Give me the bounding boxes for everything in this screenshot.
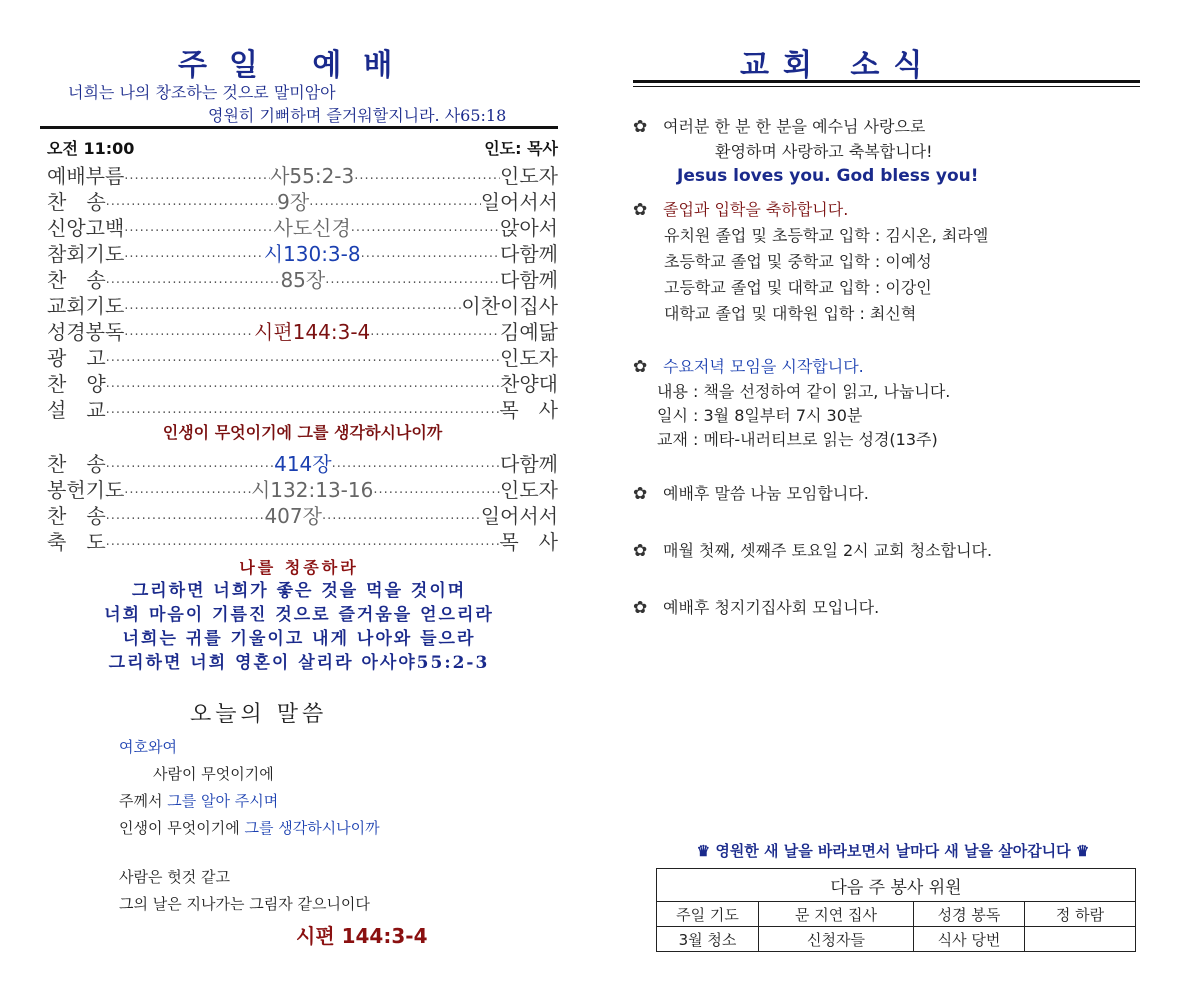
order-item: 설 교 ····· 목 사 <box>47 394 558 420</box>
order-item: 광 고 ····· 인도자 <box>47 342 558 368</box>
service-time: 오전 11:00 <box>47 139 135 158</box>
poem-line: 그리하면 너희 영혼이 살리라 아사야55:2-3 <box>108 653 490 673</box>
motto: ♛ 영원한 새 날을 바라보면서 날마다 새 날을 살아갑니다 ♛ <box>696 842 1090 860</box>
order-item: 찬 송 ····· 85장 ····· 다함께 <box>47 264 558 290</box>
word-line: 인생이 무엇이기에 그를 생각하시나이까 <box>119 819 380 837</box>
news-item: ✿ 여러분 한 분 한 분을 예수님 사랑으로 환영하며 사랑하고 축복합니다! Jesus loves you. God bless you! <box>633 114 1140 188</box>
order-item: 봉헌기도 ····· 시132:13-16 ····· 인도자 <box>47 474 558 500</box>
word-reference: 시편 144:3-4 <box>296 924 428 948</box>
scripture-poem <box>40 555 558 675</box>
page-title: 주일 예배 <box>178 48 415 83</box>
clover-icon: ✿ <box>633 484 648 504</box>
order-item: 교회기도 ····· 이찬이집사 <box>47 290 558 316</box>
table-row: 3월 청소 신청자들 식사 당번 <box>657 927 1136 952</box>
service-leader: 인도: 목사 <box>484 139 558 158</box>
order-item: 예배부름 ····· 사55:2-3 ····· 인도자 <box>47 160 558 186</box>
service-volunteers-table <box>656 868 1136 952</box>
word-line: 주께서 그를 알아 주시며 <box>119 792 279 810</box>
order-item: 찬 송 ····· 414장 ····· 다함께 <box>47 448 558 474</box>
order-item: 찬 송 ····· 9장 ····· 일어서서 <box>47 186 558 212</box>
sermon-title: 인생이 무엇이기에 그를 생각하시나이까 <box>162 423 443 442</box>
clover-icon: ✿ <box>633 200 648 220</box>
clover-icon: ✿ <box>633 598 648 618</box>
order-item: 찬 양 ····· 찬양대 <box>47 368 558 394</box>
service-header <box>47 136 558 159</box>
news-item: ✿ 예배후 청지기집사회 모입니다. <box>633 595 1140 621</box>
poem-title: 나를 청종하라 <box>239 558 359 577</box>
theme-verse-line2: 영원히 기뻐하며 즐거워할지니라. 사65:18 <box>208 106 507 125</box>
order-item: 성경봉독 ····· 시편144:3-4 ····· 김예닮 <box>47 316 558 342</box>
news-item: ✿ 예배후 말씀 나눔 모임합니다. <box>633 481 1140 507</box>
divider <box>633 80 1140 83</box>
divider <box>40 126 558 129</box>
poem-line: 너희는 귀를 기울이고 내게 나아와 들으라 <box>122 629 476 649</box>
theme-verse-line1: 너희는 나의 창조하는 것으로 말미암아 <box>68 83 336 102</box>
news-item: ✿ 수요저녁 모임을 시작합니다. 내용 : 책을 선정하여 같이 읽고, 나눕니다. 일시 : 3월 8일부터 7시 30분 교재 : 메타-내러티브로 읽는 성경(13주) <box>633 354 1140 452</box>
order-of-worship <box>47 160 558 552</box>
order-item: 축 도 ····· 목 사 <box>47 526 558 552</box>
news-item: ✿ 매월 첫째, 셋째주 토요일 2시 교회 청소합니다. <box>633 538 1140 564</box>
order-item: 신앙고백 ····· 사도신경 ····· 앉아서 <box>47 212 558 238</box>
order-item: 참회기도 ····· 시130:3-8 ····· 다함께 <box>47 238 558 264</box>
clover-icon: ✿ <box>633 117 648 137</box>
news-item: ✿ 졸업과 입학을 축하합니다. 유치원 졸업 및 초등학교 입학 : 김시온, 최라엘 초등학교 졸업 및 중학교 입학 : 이예성 고등학교 졸업 및 대학교 입학 : 이강인 대학교 졸업 및 대학원 입학 : 최신혁 <box>633 197 1140 327</box>
word-line: 그의 날은 지나가는 그림자 같으니이다 <box>119 895 370 913</box>
clover-icon: ✿ <box>633 357 648 377</box>
word-line: 사람이 무엇이기에 <box>153 765 274 783</box>
poem-line: 너희 마음이 기름진 것으로 즐거움을 얻으리라 <box>104 605 494 625</box>
word-line: 사람은 헛것 같고 <box>119 868 230 886</box>
todays-word <box>119 734 380 918</box>
news-title: 교회 소식 <box>740 48 937 83</box>
divider <box>633 86 1140 87</box>
word-line: 여호와여 <box>119 738 177 756</box>
table-caption: 다음 주 봉사 위원 <box>657 869 1136 902</box>
order-item: 찬 송 ····· 407장 ····· 일어서서 <box>47 500 558 526</box>
clover-icon: ✿ <box>633 541 648 561</box>
poem-line: 그리하면 너희가 좋은 것을 먹을 것이며 <box>131 581 467 601</box>
table-row: 주일 기도 문 지연 집사 성경 봉독 정 하람 <box>657 902 1136 927</box>
todays-word-title: 오늘의 말씀 <box>190 702 328 727</box>
